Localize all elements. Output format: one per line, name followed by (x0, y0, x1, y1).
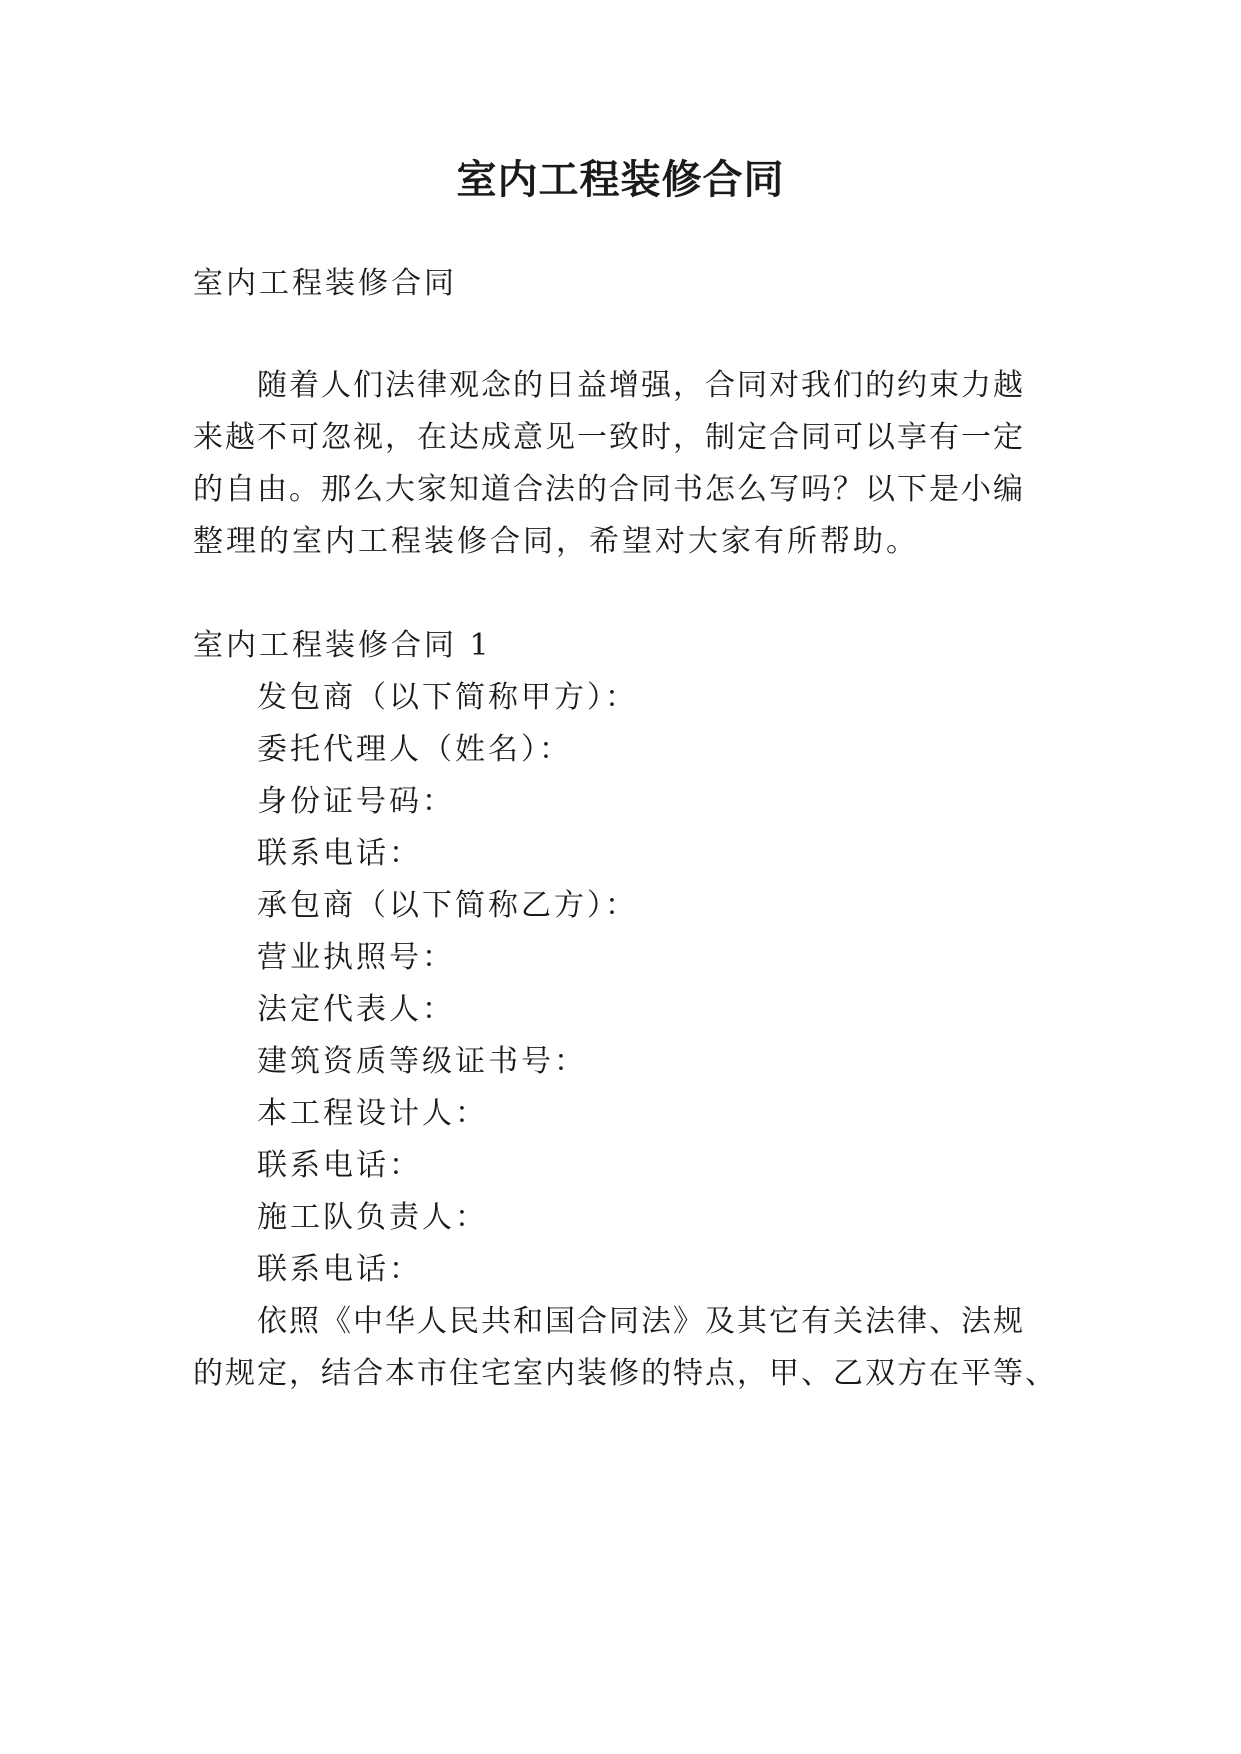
closing-line-2: 的规定，结合本市住宅室内装修的特点，甲、乙双方在平等、 (193, 1356, 1057, 1391)
field-designer: 本工程设计人： (257, 1096, 488, 1131)
intro-line-1: 随着人们法律观念的日益增强，合同对我们的约束力越 (257, 368, 1025, 403)
document-title: 室内工程装修合同 (456, 156, 785, 203)
intro-line-2: 来越不可忽视，在达成意见一致时，制定合同可以享有一定 (193, 420, 1025, 455)
section-heading: 室内工程装修合同 1 (193, 628, 492, 663)
field-legal-representative: 法定代表人： (257, 992, 455, 1027)
closing-line-1: 依照《中华人民共和国合同法》及其它有关法律、法规 (257, 1304, 1025, 1339)
field-qualification-certificate: 建筑资质等级证书号： (257, 1044, 587, 1079)
document-subtitle: 室内工程装修合同 (193, 266, 457, 301)
intro-line-4: 整理的室内工程装修合同，希望对大家有所帮助。 (193, 524, 919, 559)
field-agent-name: 委托代理人（姓名）： (257, 732, 572, 767)
field-phone-3: 联系电话： (257, 1252, 422, 1287)
field-employer: 发包商（以下简称甲方）： (257, 680, 638, 715)
intro-line-3: 的自由。那么大家知道合法的合同书怎么写吗？以下是小编 (193, 472, 1025, 507)
field-contractor: 承包商（以下简称乙方）： (257, 888, 638, 923)
field-phone-2: 联系电话： (257, 1148, 422, 1183)
field-license-number: 营业执照号： (257, 940, 455, 975)
field-id-number: 身份证号码： (257, 784, 455, 819)
field-phone-1: 联系电话： (257, 836, 422, 871)
field-construction-lead: 施工队负责人： (257, 1200, 488, 1235)
